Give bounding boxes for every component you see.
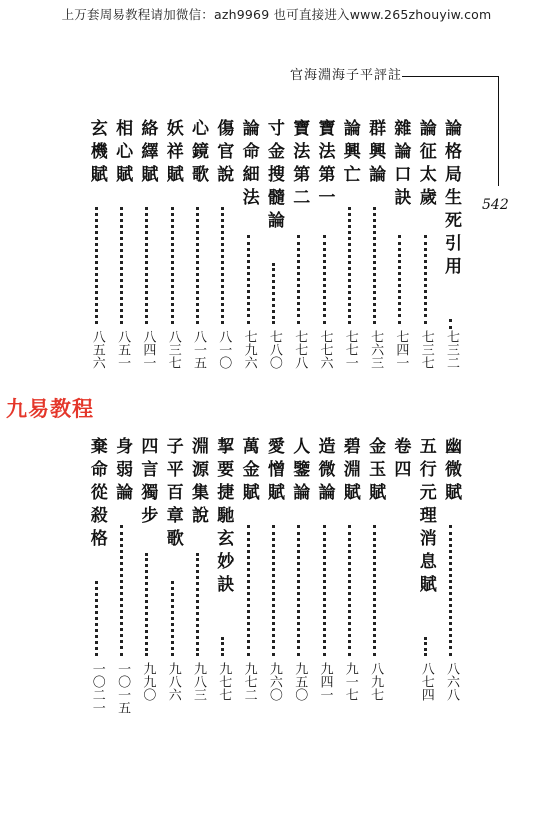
toc-entry-title: 萬金賦	[238, 437, 259, 506]
toc-entry-page: 一〇一五	[115, 662, 131, 714]
toc-entry-page: 七四一	[393, 330, 409, 369]
toc-dot-leader	[449, 525, 471, 656]
toc-dot-leader	[323, 235, 345, 324]
toc-entry-title: 身弱論	[112, 437, 133, 506]
toc-dot-leader	[297, 525, 319, 656]
toc-dot-leader	[247, 235, 269, 324]
toc-entry-page: 八一五	[191, 330, 206, 369]
toc-dot-leader	[373, 525, 395, 656]
toc-dot-leader	[398, 235, 420, 324]
toc-entry-title: 心鏡歌	[188, 119, 208, 188]
toc-entry-title: 子平百章歌	[162, 437, 183, 552]
toc-dot-leader	[449, 319, 471, 329]
toc-entry-title: 傷官說	[213, 119, 234, 188]
toc-entry-title: 卷四	[390, 437, 411, 483]
toc-dot-leader	[171, 581, 193, 656]
toc-entry-page: 七六三	[368, 330, 384, 369]
toc-dot-leader	[145, 553, 167, 656]
toc-entry-page: 八四一	[140, 330, 156, 369]
toc-dot-leader	[120, 525, 142, 656]
toc-dot-leader	[145, 207, 167, 324]
page-number: 542	[482, 197, 509, 213]
toc-dot-leader	[348, 207, 370, 324]
header-rule-horizontal	[402, 76, 499, 77]
toc-dot-leader	[221, 207, 243, 324]
toc-entry-title: 妖祥賦	[162, 119, 183, 188]
toc-dot-leader	[272, 525, 294, 656]
toc-dot-leader	[171, 207, 193, 324]
toc-entry-title: 論命細法	[238, 119, 259, 211]
toc-entry-title: 絡繹賦	[137, 119, 158, 188]
toc-entry-page: 七七八	[292, 330, 308, 369]
toc-dot-leader	[95, 581, 117, 656]
toc-dot-leader	[247, 525, 269, 656]
header-rule-vertical	[498, 76, 499, 186]
toc-dot-leader	[196, 207, 218, 324]
toc-dot-leader	[424, 637, 446, 656]
toc-dot-leader	[95, 207, 117, 324]
toc-entry-page: 七八〇	[266, 330, 282, 369]
toc-entry-page: 九九〇	[140, 662, 156, 701]
toc-entry-title: 雜論口訣	[390, 119, 411, 211]
toc-dot-leader	[424, 235, 446, 324]
toc-entry-page: 八六八	[444, 662, 459, 701]
toc-entry-page: 九八三	[191, 662, 206, 701]
toc-entry-page: 七九六	[241, 330, 257, 369]
toc-dot-leader	[221, 637, 243, 656]
toc-entry-title: 五行元理消息賦	[415, 437, 436, 598]
toc-dot-leader	[297, 235, 319, 324]
toc-entry-title: 碧淵賦	[339, 437, 360, 506]
toc-entry-title: 幽微賦	[441, 437, 461, 506]
toc-dot-leader	[323, 525, 345, 656]
toc-entry-title: 寶法第一	[314, 119, 335, 211]
toc-entry-page: 八五六	[89, 330, 105, 369]
toc-dot-leader	[120, 207, 142, 324]
toc-entry-page: 九一七	[342, 662, 358, 701]
running-header-title: 官海淵海子平評註	[289, 68, 402, 83]
toc-entry-page: 九六〇	[266, 662, 282, 701]
toc-entry-page: 七三二	[444, 330, 459, 369]
toc-entry-page: 九七二	[241, 662, 257, 701]
toc-entry-title: 寸金搜髓論	[263, 119, 284, 234]
toc-entry-title: 論格局生死引用	[441, 119, 461, 280]
toc-entry-title: 棄命從殺格	[86, 437, 107, 552]
toc-entry-page: 七三七	[418, 330, 434, 369]
toc-dot-leader	[348, 525, 370, 656]
toc-entry-title: 寶法第二	[289, 119, 310, 211]
watermark-banner: 上万套周易教程请加微信：azh9969 也可直接进入www.265zhouyiw.com	[61, 7, 492, 22]
toc-entry-title: 四言獨步	[137, 437, 158, 529]
toc-entry-title: 淵源集說	[188, 437, 208, 529]
toc-dot-leader	[196, 553, 218, 656]
toc-dot-leader	[272, 263, 294, 324]
toc-entry-title: 人鑒論	[289, 437, 310, 506]
toc-entry-page: 九七七	[216, 662, 232, 701]
toc-entry-title: 論征太歲	[415, 119, 436, 211]
toc-entry-page: 八九七	[368, 662, 384, 701]
toc-entry-page: 九五〇	[292, 662, 308, 701]
toc-entry-page: 九四一	[317, 662, 333, 701]
toc-dot-leader	[373, 207, 395, 324]
toc-entry-title: 挈要捷馳玄妙訣	[213, 437, 234, 598]
toc-entry-title: 玄機賦	[86, 119, 107, 188]
toc-entry-page: 八三七	[165, 330, 181, 369]
toc-entry-page: 七七一	[342, 330, 358, 369]
toc-entry-title: 群興論	[365, 119, 386, 188]
toc-entry-title: 愛憎賦	[263, 437, 284, 506]
toc-entry-page: 九八六	[165, 662, 181, 701]
toc-entry-page: 八五一	[115, 330, 131, 369]
toc-entry-page: 一〇二一	[89, 662, 105, 714]
toc-entry-page: 八七四	[418, 662, 434, 701]
toc-entry-title: 論興亡	[339, 119, 360, 188]
toc-entry-page: 七七六	[317, 330, 333, 369]
toc-entry-title: 造微論	[314, 437, 335, 506]
toc-entry-title: 相心賦	[112, 119, 133, 188]
toc-entry-page: 八一〇	[216, 330, 232, 369]
logo-watermark: 九易教程	[6, 397, 94, 421]
toc-entry-title: 金玉賦	[365, 437, 386, 506]
